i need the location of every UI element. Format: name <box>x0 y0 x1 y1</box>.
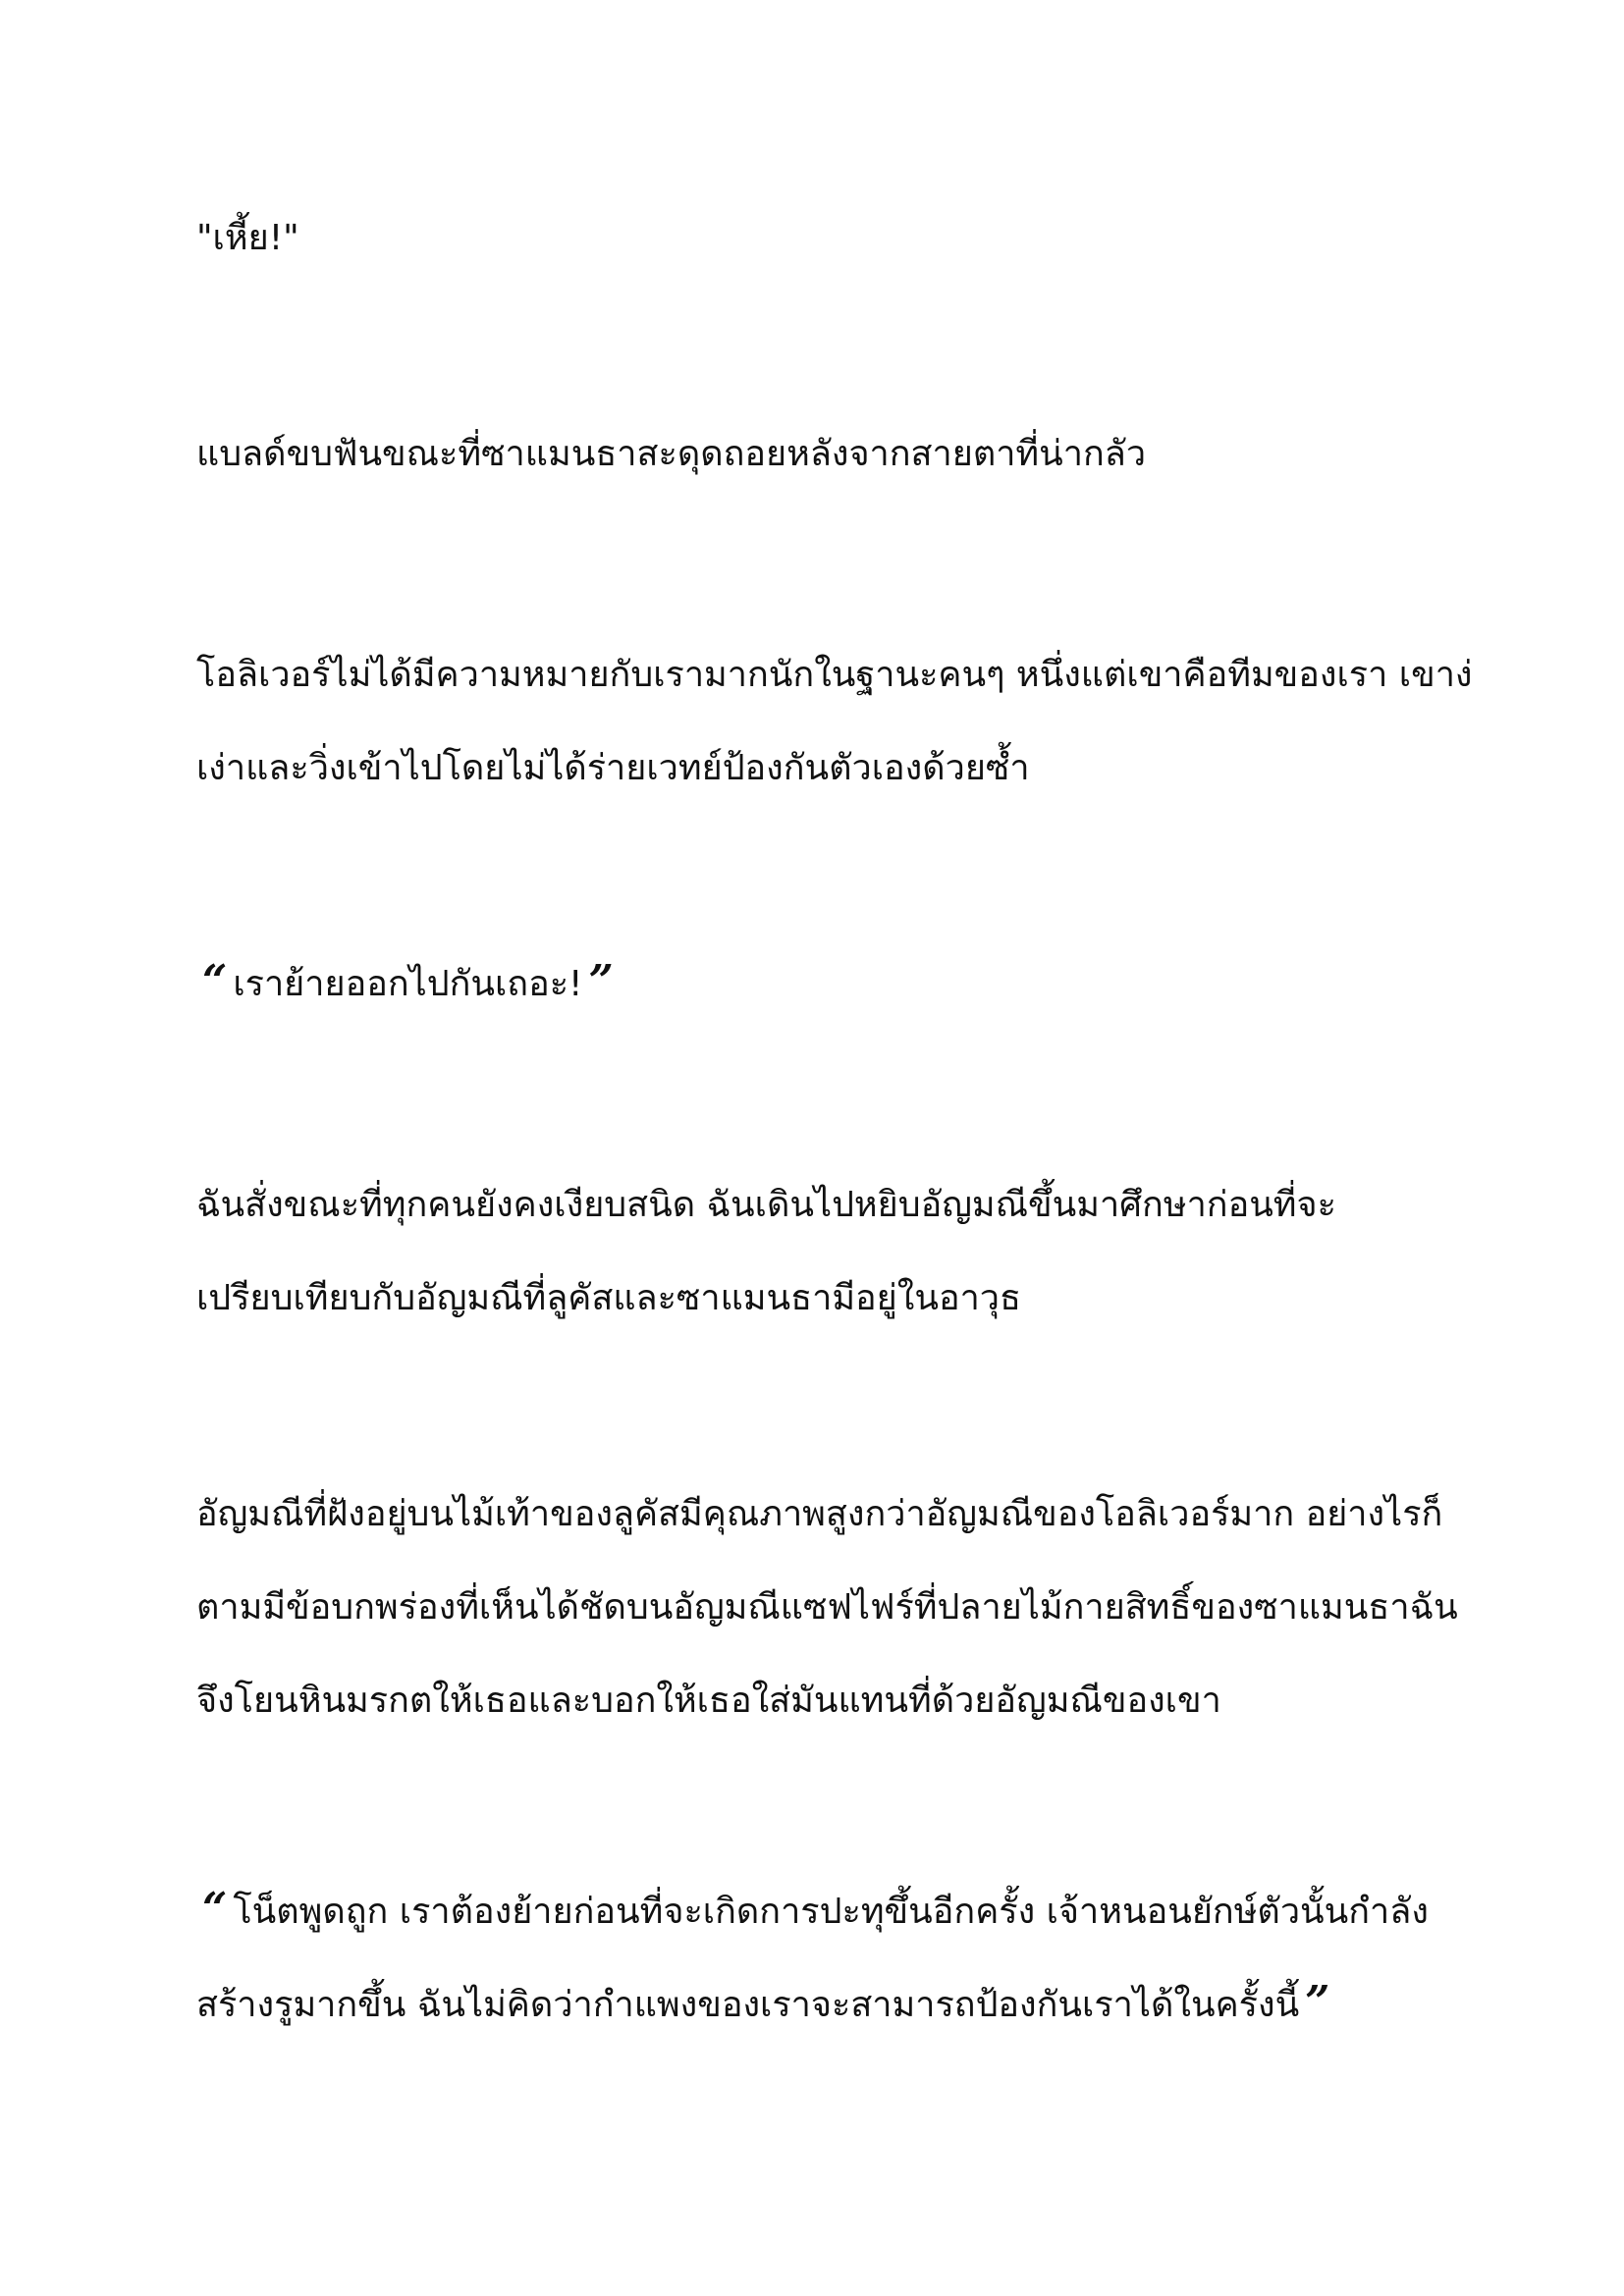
open-quote-mark: “ <box>202 956 228 1006</box>
text-line: ฉันสั่งขณะที่ทุกคนยังคงเงียบสนิด ฉันเดินไปหยิบอัญมณีขึ้นมาศึกษาก่อนที่จะ <box>196 1185 1336 1225</box>
open-quote-mark: “ <box>202 1884 228 1934</box>
paragraph-gem-study <box>196 1158 1473 1345</box>
close-quote-mark: ” <box>1305 1977 1330 2027</box>
paragraph-blade-reaction <box>196 407 1473 501</box>
text-line: เง่าและวิ่งเข้าไปโดยไม่ได้ร่ายเวทย์ป้องกันตัวเองด้วยซ้ำ <box>196 748 1030 788</box>
paragraph-oliver <box>196 628 1473 815</box>
text-line <box>196 1958 1473 2052</box>
dialogue-text: เราย้ายออกไปกันเถอะ! <box>233 964 583 1004</box>
dialogue-move-out <box>196 937 1473 1031</box>
paragraph-exclamation <box>196 191 1473 285</box>
dialogue-not-right <box>196 1865 1473 2052</box>
paragraph-gem-quality <box>196 1468 1473 1747</box>
text-line: แบลด์ขบฟันขณะที่ซาแมนธาสะดุดถอยหลังจากสายตาที่น่ากลัว <box>196 434 1147 474</box>
dialogue-text: โน็ตพูดถูก เราต้องย้ายก่อนที่จะเกิดการปะทุขึ้นอีกครั้ง เจ้าหนอนยักษ์ตัวนั้นกำลัง <box>233 1892 1429 1932</box>
text-line <box>196 937 1473 1031</box>
text-line: ตามมีข้อบกพร่องที่เห็นได้ชัดบนอัญมณีแซฟไฟร์ที่ปลายไม้กายสิทธิ์ของซาแมนธาฉัน <box>196 1587 1458 1628</box>
dialogue-text: สร้างรูมากขึ้น ฉันไม่คิดว่ากำแพงของเราจะสามารถป้องกันเราได้ในครั้งนี้ <box>196 1985 1300 2025</box>
close-quote-mark: ” <box>588 956 614 1006</box>
text-line: "เหี้ย!" <box>196 218 299 258</box>
text-line: เปรียบเทียบกับอัญมณีที่ลูคัสและซาแมนธามีอยู่ในอาวุธ <box>196 1278 1021 1318</box>
text-line: จึงโยนหินมรกตให้เธอและบอกให้เธอใส่มันแทนที่ด้วยอัญมณีของเขา <box>196 1681 1221 1721</box>
text-line: โอลิเวอร์ไม่ได้มีความหมายกับเรามากนักในฐานะคนๆ หนึ่งแต่เขาคือทีมของเรา เขาง่ <box>196 655 1473 695</box>
text-line <box>196 1865 1473 1958</box>
text-line: อัญมณีที่ฝังอยู่บนไม้เท้าของลูคัสมีคุณภาพสูงกว่าอัญมณีของโอลิเวอร์มาก อย่างไรก็ <box>196 1494 1443 1534</box>
